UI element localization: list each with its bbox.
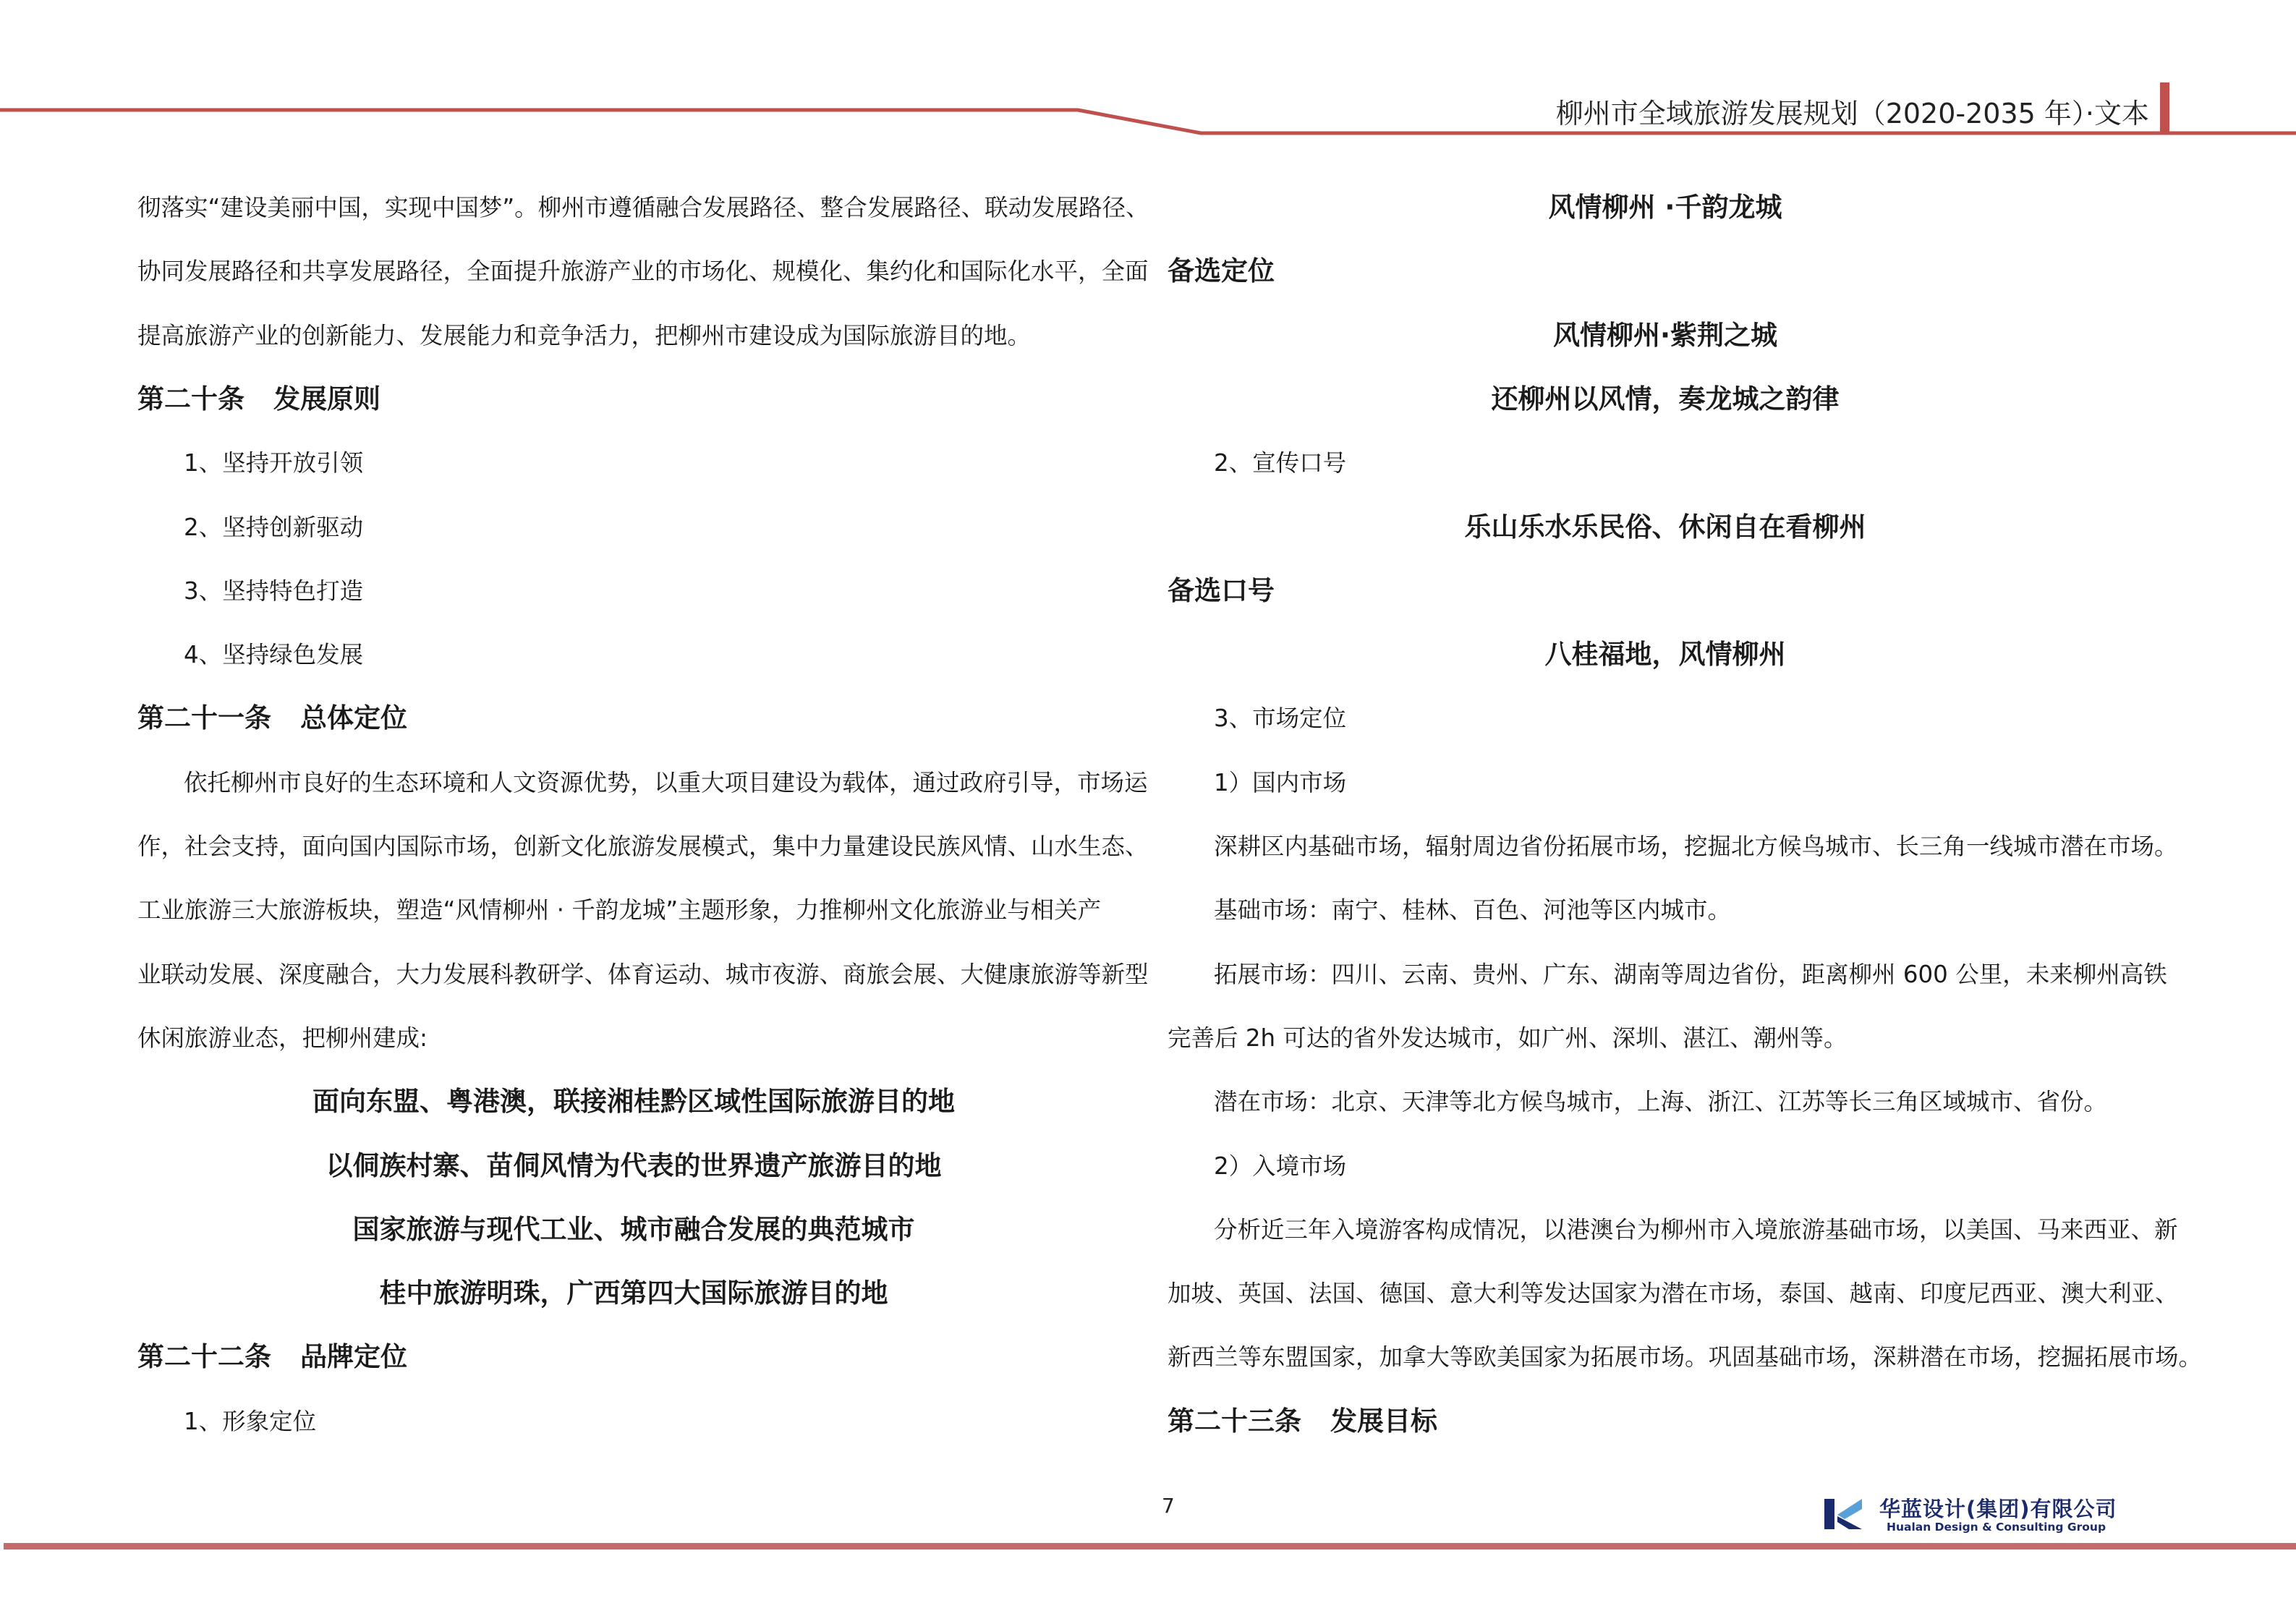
highlight-line: 乐山乐水乐民俗、休闲自在看柳州: [1464, 511, 1866, 543]
paragraph-line: 休闲旅游业态，把柳州建成:: [137, 1024, 428, 1052]
company-name-cn: 华蓝设计(集团)有限公司: [1879, 1497, 2117, 1521]
paragraph-line: 工业旅游三大旅游板块，塑造“风情柳州 · 千韵龙城”主题形象，力推柳州文化旅游业与相关产: [137, 896, 1102, 924]
paragraph-line: 2、坚持创新驱动: [184, 513, 364, 541]
paragraph-line: 1）国内市场: [1214, 768, 1347, 796]
paragraph-line: 4、坚持绿色发展: [184, 641, 364, 669]
paragraph-line: 潜在市场：北京、天津等北方候鸟城市，上海、浙江、江苏等长三角区域城市、省份。: [1214, 1088, 2108, 1116]
hualan-logo-icon: [1823, 1497, 1863, 1531]
paragraph-line: 分析近三年入境游客构成情况，以港澳台为柳州市入境旅游基础市场，以美国、马来西亚、新: [1214, 1215, 2178, 1243]
paragraph-line: 新西兰等东盟国家，加拿大等欧美国家为拓展市场。巩固基础市场，深耕潜在市场，挖掘拓展市场。: [1168, 1343, 2203, 1372]
section-title: 发展目标: [1330, 1405, 1437, 1437]
paragraph-line: 深耕区内基础市场，辐射周边省份拓展市场，挖掘北方候鸟城市、长三角一线城市潜在市场。: [1214, 833, 2178, 860]
section-number: 第二十三条: [1168, 1405, 1301, 1437]
paragraph-line: 彻落实“建设美丽中国，实现中国梦”。柳州市遵循融合发展路径、整合发展路径、联动发展路径、: [137, 194, 1149, 221]
highlight-line: 面向东盟、粤港澳，联接湘桂黔区域性国际旅游目的地: [312, 1086, 955, 1118]
highlight-line: 还柳州以风情，奏龙城之韵律: [1491, 383, 1840, 414]
paragraph-line: 作，社会支持，面向国内国际市场，创新文化旅游发展模式，集中力量建设民族风情、山水生态、: [137, 833, 1149, 860]
subheading: 备选定位: [1168, 255, 1275, 287]
paragraph-line: 加坡、英国、法国、德国、意大利等发达国家为潜在市场，泰国、越南、印度尼西亚、澳大利亚、: [1168, 1280, 2179, 1308]
highlight-line: 风情柳州·紫荆之城: [1552, 319, 1778, 351]
footer-rule: [4, 1543, 2296, 1549]
subheading: 备选口号: [1168, 574, 1275, 606]
section-heading: [137, 1330, 407, 1394]
paragraph-line: 基础市场：南宁、桂林、百色、河池等区内城市。: [1214, 896, 1732, 924]
highlight-line: 以侗族村寨、苗侗风情为代表的世界遗产旅游目的地: [326, 1149, 942, 1181]
section-heading: [137, 692, 407, 755]
paragraph-line: 3、市场定位: [1214, 705, 1347, 733]
highlight-line: 桂中旅游明珠，广西第四大国际旅游目的地: [379, 1277, 888, 1309]
company-name-en: Hualan Design & Consulting Group: [1887, 1521, 2106, 1534]
highlight-line: 八桂福地，风情柳州: [1544, 639, 1786, 671]
section-heading: [137, 373, 380, 436]
paragraph-line: 3、坚持特色打造: [184, 577, 364, 605]
section-number: 第二十条: [137, 383, 245, 414]
document-title: 柳州市全域旅游发展规划（2020-2035 年）·文本: [1555, 98, 2149, 129]
highlight-line: 国家旅游与现代工业、城市融合发展的典范城市: [352, 1213, 915, 1245]
section-number: 第二十二条: [137, 1341, 271, 1373]
section-title: 总体定位: [300, 702, 407, 734]
section-title: 品牌定位: [300, 1341, 407, 1373]
paragraph-line: 1、形象定位: [184, 1407, 317, 1435]
paragraph-line: 拓展市场：四川、云南、贵州、广东、湖南等周边省份，距离柳州 600 公里，未来柳州高铁: [1214, 960, 2167, 988]
page-number: 7: [1162, 1494, 1175, 1518]
paragraph-line: 提高旅游产业的创新能力、发展能力和竞争活力，把柳州市建设成为国际旅游目的地。: [137, 321, 1032, 349]
paragraph-line: 依托柳州市良好的生态环境和人文资源优势，以重大项目建设为载体，通过政府引导，市场运: [184, 768, 1148, 796]
section-number: 第二十一条: [137, 702, 271, 734]
paragraph-line: 2）入境市场: [1214, 1152, 1347, 1180]
highlight-line: 风情柳州 ·千韵龙城: [1548, 192, 1782, 223]
section-heading: [1168, 1395, 1437, 1458]
paragraph-line: 完善后 2h 可达的省外发达城市，如广州、深圳、湛江、潮州等。: [1168, 1024, 1848, 1052]
paragraph-line: 2、宣传口号: [1214, 449, 1347, 477]
header-accent-bar: [2160, 82, 2169, 135]
section-title: 发展原则: [273, 383, 380, 414]
paragraph-line: 1、坚持开放引领: [184, 449, 364, 477]
paragraph-line: 协同发展路径和共享发展路径，全面提升旅游产业的市场化、规模化、集约化和国际化水平，全面: [137, 258, 1149, 286]
paragraph-line: 业联动发展、深度融合，大力发展科教研学、体育运动、城市夜游、商旅会展、大健康旅游等新型: [137, 960, 1149, 988]
